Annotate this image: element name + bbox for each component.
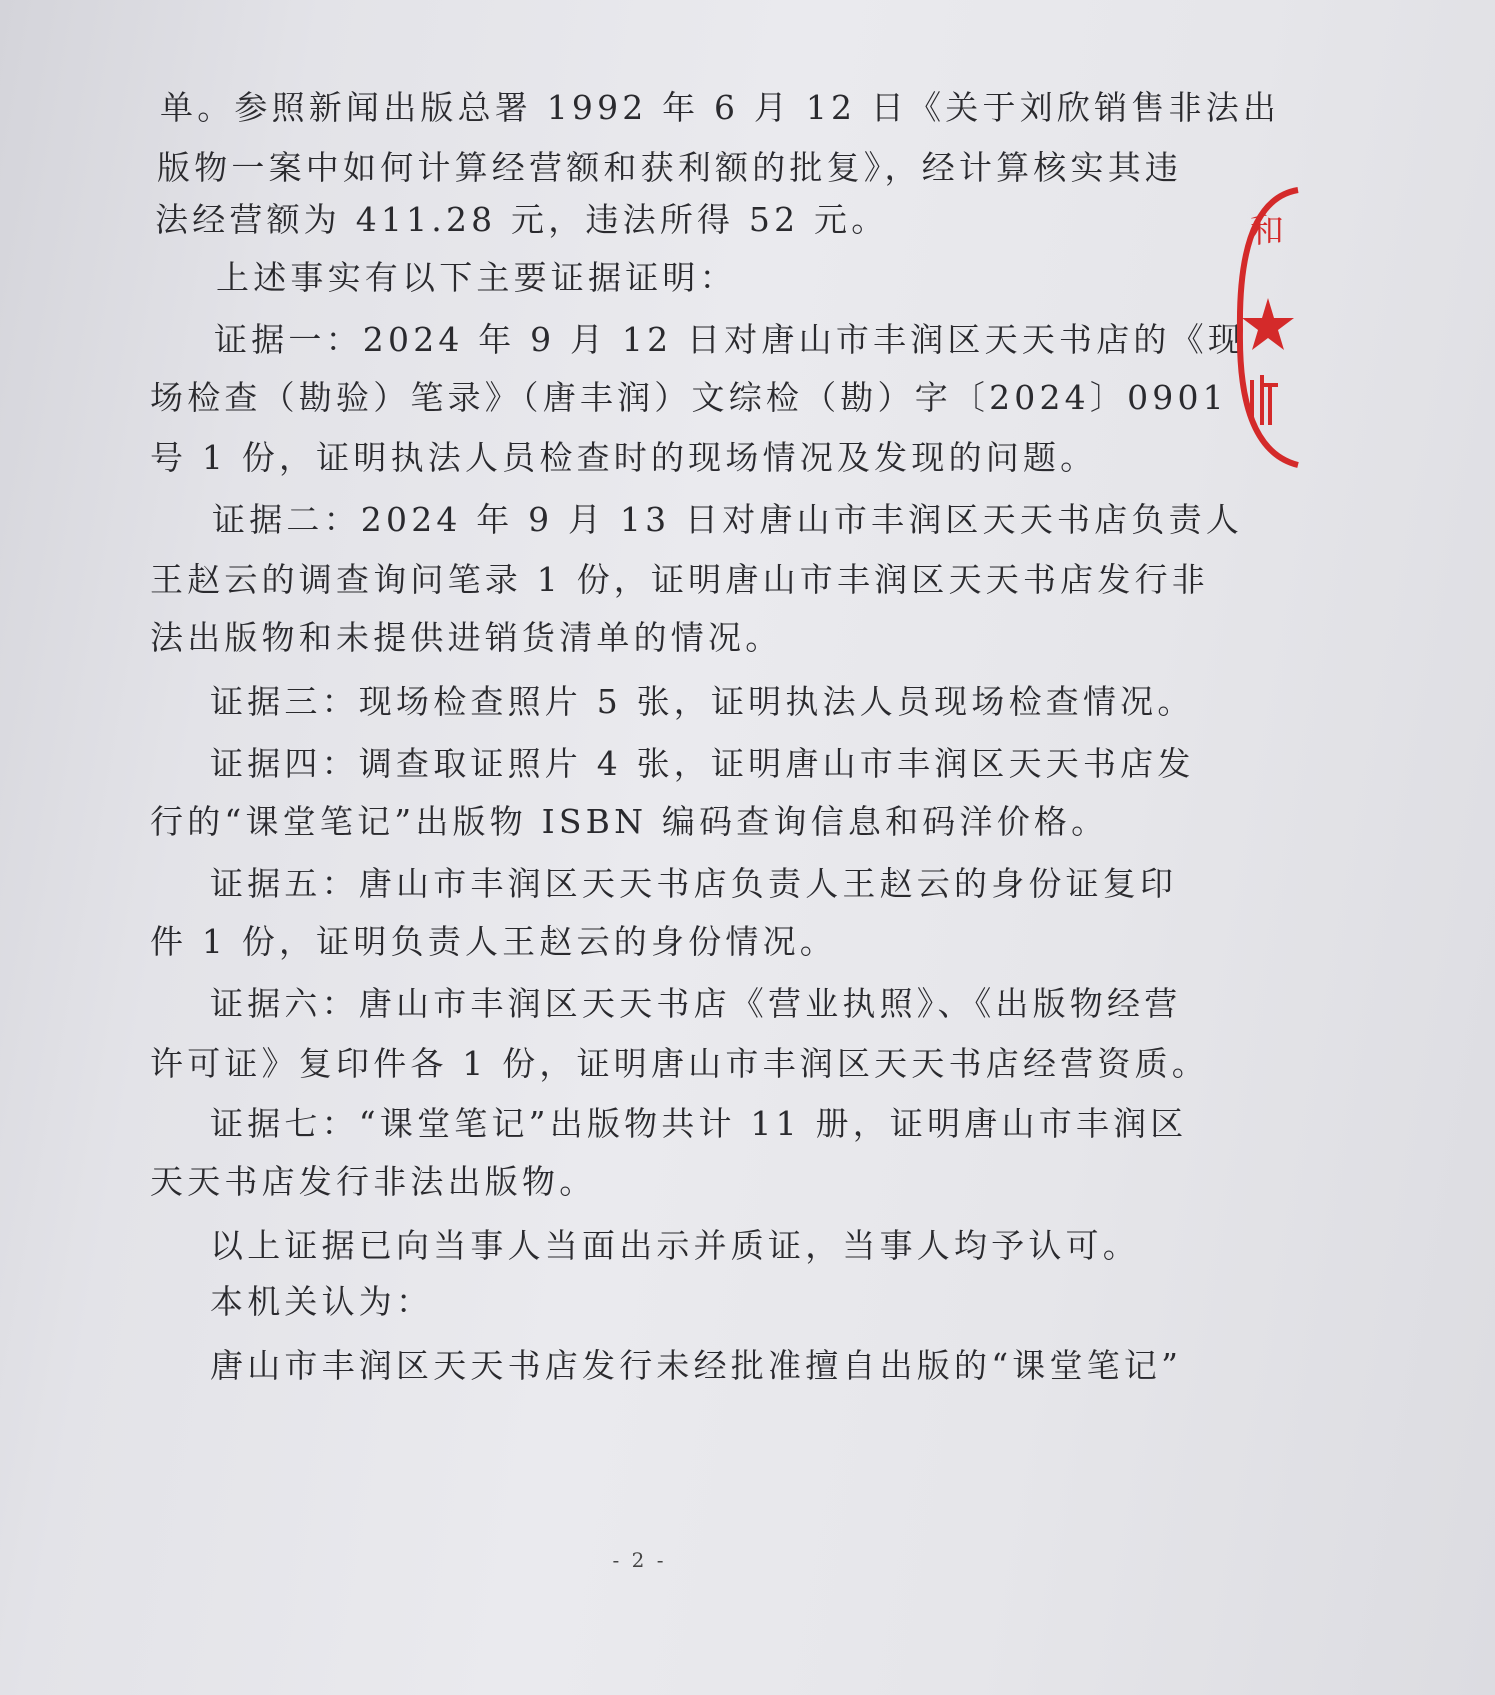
red-seal-stamp (1238, 180, 1298, 470)
seal-partial-glyph-icon (1252, 375, 1278, 425)
text-line-7: 号 1 份，证明执法人员检查时的现场情况及发现的问题。 (150, 438, 1098, 477)
text-line-3: 法经营额为 411.28 元，违法所得 52 元。 (155, 200, 889, 239)
text-line-14: 证据五：唐山市丰润区天天书店负责人王赵云的身份证复印 (210, 864, 1178, 903)
seal-partial-text: 和 (1250, 211, 1284, 251)
seal-star-icon (1242, 298, 1294, 350)
text-line-12: 证据四：调查取证照片 4 张，证明唐山市丰润区天天书店发 (210, 744, 1195, 783)
text-line-2: 版物一案中如何计算经营额和获利额的批复》，经计算核实其违 (157, 148, 1183, 187)
text-line-10: 法出版物和未提供进销货清单的情况。 (150, 618, 783, 657)
page-number: - 2 - (612, 1548, 667, 1572)
text-line-21: 本机关认为： (210, 1282, 434, 1321)
text-line-19: 天天书店发行非法出版物。 (150, 1162, 597, 1201)
text-line-6: 场检查（勘验）笔录》（唐丰润）文综检（勘）字〔2024〕0901 (150, 378, 1228, 417)
text-line-20: 以上证据已向当事人当面出示并质证，当事人均予认可。 (210, 1226, 1140, 1265)
text-line-8: 证据二：2024 年 9 月 13 日对唐山市丰润区天天书店负责人 (212, 500, 1244, 539)
text-line-1: 单。参照新闻出版总署 1992 年 6 月 12 日《关于刘欣销售非法出 (160, 88, 1281, 127)
text-line-17: 许可证》复印件各 1 份，证明唐山市丰润区天天书店经营资质。 (150, 1044, 1209, 1083)
text-line-15: 件 1 份，证明负责人王赵云的身份情况。 (150, 922, 837, 961)
text-line-22: 唐山市丰润区天天书店发行未经批准擅自出版的“课堂笔记” (210, 1346, 1183, 1385)
text-line-9: 王赵云的调查询问笔录 1 份，证明唐山市丰润区天天书店发行非 (150, 560, 1209, 599)
text-line-4: 上述事实有以下主要证据证明： (216, 258, 737, 297)
text-line-16: 证据六：唐山市丰润区天天书店《营业执照》、《出版物经营 (210, 984, 1182, 1023)
text-line-18: 证据七：“课堂笔记”出版物共计 11 册，证明唐山市丰润区 (210, 1104, 1188, 1143)
text-line-11: 证据三：现场检查照片 5 张，证明执法人员现场检查情况。 (210, 682, 1195, 721)
text-line-5: 证据一：2024 年 9 月 12 日对唐山市丰润区天天书店的《现 (214, 320, 1246, 359)
text-line-13: 行的“课堂笔记”出版物 ISBN 编码查询信息和码洋价格。 (150, 802, 1109, 841)
